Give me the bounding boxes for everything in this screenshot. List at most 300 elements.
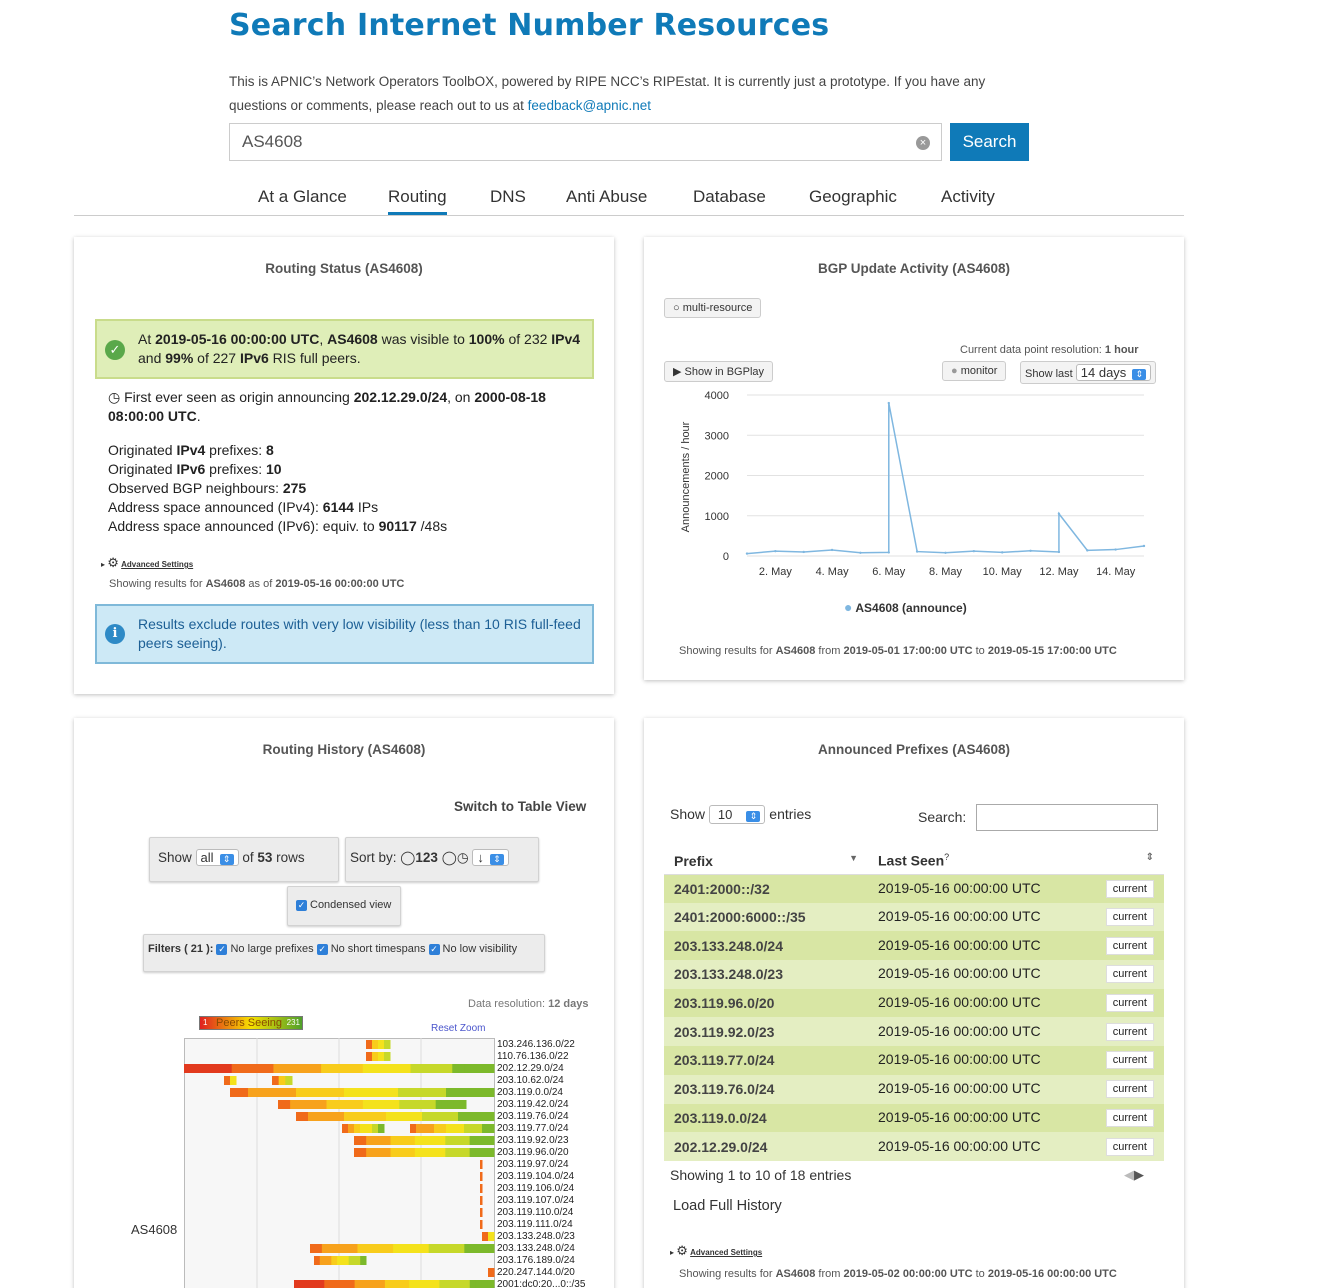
history-bar-segment [337, 1256, 343, 1265]
history-bar-segment [409, 1148, 416, 1157]
history-bar-segment [482, 1148, 489, 1157]
history-bar-segment [417, 1100, 424, 1109]
intro-text: This is APNIC’s Network Operators ToolbOX, powered by RIPE NCC’s RIPEstat. It is currently just a prototype. If you have any questions or comments, please reach out to us at feedback@apnic.net [229, 74, 986, 113]
history-bar-segment [422, 1064, 428, 1073]
history-bar-segment [427, 1148, 434, 1157]
history-bar-segment [314, 1088, 321, 1097]
select-arrow-icon: ⇕ [490, 854, 504, 865]
history-bar-segment [429, 1244, 435, 1253]
checkbox-icon: ✓ [318, 943, 326, 954]
status-badge: current [1106, 1109, 1154, 1127]
last-seen-value: 2019-05-16 00:00:00 UTC [878, 1080, 1041, 1097]
last-seen-value: 2019-05-16 00:00:00 UTC [878, 936, 1041, 953]
history-prefix-label: 203.119.42.0/24 [497, 1099, 569, 1110]
filter-large-prefixes[interactable]: ✓ No large prefixes [218, 943, 314, 955]
history-bar-segment [433, 1148, 440, 1157]
tab-geographic[interactable]: Geographic [809, 187, 897, 206]
history-bar-segment [296, 1088, 303, 1097]
table-row [664, 1046, 1164, 1075]
history-bar-segment [476, 1148, 483, 1157]
history-bar-segment [373, 1280, 380, 1288]
stat-ipv6-space: Address space announced (IPv6): equiv. to 90117 /48s [108, 518, 448, 534]
table-row [664, 1132, 1164, 1161]
history-bar-segment [310, 1244, 316, 1253]
history-bar-segment [372, 1136, 379, 1145]
history-bar-segment [314, 1100, 321, 1109]
history-bar-segment [314, 1112, 321, 1121]
history-bar-segment [470, 1124, 477, 1133]
x-tick-label: 6. May [872, 566, 906, 578]
sort-control: Sort by: ◯123 ◯◷ ↓ ⇕ [345, 837, 539, 882]
history-bar-segment [404, 1088, 411, 1097]
status-badge: current [1106, 994, 1154, 1012]
status-badge: current [1106, 1051, 1154, 1069]
prefix-cell[interactable]: 203.133.248.0/24 [664, 931, 868, 960]
history-bar-segment [349, 1280, 356, 1288]
table-search-input[interactable] [976, 804, 1158, 831]
history-bar-segment [440, 1124, 447, 1133]
prefix-cell[interactable]: 203.133.248.0/23 [664, 960, 868, 989]
history-bar-segment [368, 1088, 375, 1097]
status-badge: current [1106, 880, 1154, 898]
history-bar-segment [224, 1076, 231, 1085]
history-bar-segment [452, 1064, 458, 1073]
last-seen-cell [868, 931, 1164, 960]
stat-ipv4-space: Address space announced (IPv4): 6144 IPs [108, 499, 379, 515]
routing-history-title: Routing History (AS4608) [262, 742, 426, 757]
last-seen-value: 2019-05-16 00:00:00 UTC [878, 879, 1041, 896]
history-bar-segment [273, 1064, 279, 1073]
history-bar-segment [381, 1244, 387, 1253]
history-bar-segment [342, 1280, 349, 1288]
history-bar-segment [488, 1268, 495, 1277]
table-row [664, 931, 1164, 960]
history-bar-segment [436, 1100, 443, 1109]
history-bar-segment [345, 1064, 351, 1073]
history-bar-segment [375, 1100, 382, 1109]
prefix-cell[interactable]: 203.119.76.0/24 [664, 1075, 868, 1104]
history-bar-segment [291, 1064, 297, 1073]
prev-page-icon[interactable]: ◀ [1124, 1167, 1134, 1182]
history-bar-segment [244, 1064, 250, 1073]
history-bar-segment [272, 1088, 279, 1097]
history-bar-segment [399, 1100, 406, 1109]
history-bar-segment [391, 1136, 398, 1145]
select-arrow-icon: ⇕ [220, 854, 234, 865]
history-bar-segment [391, 1148, 398, 1157]
history-bar-segment [411, 1100, 418, 1109]
data-point [916, 550, 918, 552]
history-bar-segment [470, 1136, 477, 1145]
clear-icon[interactable]: × [916, 136, 930, 150]
history-bar-segment [464, 1064, 470, 1073]
history-bar-segment [284, 1100, 291, 1109]
history-bar-segment [464, 1148, 471, 1157]
history-bar-segment [354, 1148, 361, 1157]
history-bar-segment [440, 1112, 447, 1121]
x-tick-label: 2. May [758, 566, 792, 578]
history-bar-segment [441, 1244, 447, 1253]
history-bar-segment [415, 1148, 422, 1157]
history-bar-segment [428, 1124, 435, 1133]
prefix-cell[interactable]: 203.119.92.0/23 [664, 1017, 868, 1046]
history-bar-segment [488, 1244, 494, 1253]
history-prefix-label: 203.119.97.0/24 [497, 1159, 569, 1170]
history-bar-segment [397, 1136, 404, 1145]
history-bar-segment [409, 1136, 416, 1145]
history-bar-segment [333, 1100, 340, 1109]
history-bar-segment [488, 1280, 495, 1288]
history-bar-segment [422, 1112, 429, 1121]
history-bar-segment [378, 1124, 385, 1133]
history-prefix-label: 110.76.136.0/22 [497, 1051, 569, 1062]
history-bar-segment [445, 1148, 452, 1157]
col-last-seen[interactable]: Last Seen? ⇕ [868, 848, 1164, 874]
history-bar-segment [360, 1256, 366, 1265]
history-bar-segment [476, 1244, 482, 1253]
advanced-settings-toggle[interactable]: ▸ ⚙ Advanced Settings [101, 555, 194, 570]
history-bar-segment [348, 1124, 355, 1133]
history-prefix-label: 220.247.144.0/20 [497, 1267, 575, 1278]
history-bar-segment [452, 1280, 459, 1288]
history-bar-segment [398, 1088, 405, 1097]
history-bar-segment [405, 1244, 411, 1253]
history-bar-segment [405, 1064, 411, 1073]
history-bar-segment [482, 1088, 489, 1097]
history-bar-segment [398, 1112, 405, 1121]
show-last-select[interactable]: 14 days ⇕ [1076, 364, 1152, 381]
history-bar-segment [393, 1244, 399, 1253]
show-last-control: Show last 14 days ⇕ [1020, 361, 1156, 384]
history-bar-segment [488, 1232, 495, 1241]
history-bar-segment [434, 1112, 441, 1121]
history-bar-segment [452, 1112, 459, 1121]
history-bar-segment [302, 1088, 309, 1097]
history-bar-segment [266, 1088, 273, 1097]
history-bar-segment [446, 1124, 453, 1133]
history-bar-segment [279, 1064, 285, 1073]
history-bar-segment [403, 1148, 410, 1157]
table-row [664, 874, 1164, 903]
history-bar-segment [314, 1256, 320, 1265]
rows-select[interactable]: all ⇕ [196, 849, 239, 866]
history-prefix-label: 202.12.29.0/24 [497, 1063, 564, 1074]
load-full-history-link[interactable]: Load Full History [673, 1198, 782, 1214]
history-bar-segment [363, 1100, 370, 1109]
routing-status-showing: Showing results for AS4608 as of 2019-05-16 00:00:00 UTC [109, 578, 405, 590]
last-seen-cell [868, 903, 1164, 932]
history-bar-segment [328, 1244, 334, 1253]
history-bar-segment [320, 1088, 327, 1097]
show-bgplay-button[interactable]: ▶ Show in BGPlay [664, 361, 773, 382]
switch-table-view-link[interactable]: Switch to Table View [454, 799, 587, 814]
prefix-cell[interactable]: 2401:2000:6000::/35 [664, 903, 868, 932]
search-button[interactable]: Search [950, 123, 1029, 161]
last-seen-value: 2019-05-16 00:00:00 UTC [878, 1022, 1041, 1039]
entries-select[interactable]: 10 ⇕ [709, 805, 765, 824]
y-tick-label: 4000 [704, 390, 729, 402]
history-bar-segment [352, 1244, 358, 1253]
tab-activity[interactable]: Activity [941, 187, 995, 206]
history-bar-segment [302, 1112, 309, 1121]
history-bar-segment [297, 1064, 303, 1073]
history-bar-segment [409, 1280, 416, 1288]
history-bar-segment [446, 1088, 453, 1097]
history-bar-segment [464, 1280, 471, 1288]
clock-icon: ◷ [456, 850, 469, 865]
tab-database[interactable]: Database [693, 187, 766, 206]
history-bar-segment [433, 1136, 440, 1145]
x-tick-label: 4. May [815, 566, 849, 578]
history-bar-segment [372, 1052, 379, 1061]
routing-status-title: Routing Status (AS4608) [265, 261, 423, 276]
status-badge: current [1106, 1023, 1154, 1041]
history-bar-segment [326, 1112, 333, 1121]
history-bar-segment [421, 1136, 428, 1145]
y-tick-label: 1000 [704, 510, 729, 523]
prefix-cell[interactable]: 203.119.0.0/24 [664, 1104, 868, 1133]
history-bar-segment [387, 1100, 394, 1109]
prefix-cell[interactable]: 2401:2000::/32 [664, 874, 868, 903]
tab-anti-abuse[interactable]: Anti Abuse [566, 187, 648, 206]
history-bar-segment [330, 1280, 337, 1288]
filter-short-timespans[interactable]: ✓ No short timespans [318, 943, 426, 955]
history-bar-segment [480, 1196, 483, 1205]
gear-icon: ⚙ [676, 1243, 688, 1258]
history-bar-segment [488, 1064, 494, 1073]
info-box [95, 604, 594, 664]
x-tick-label: 8. May [928, 566, 963, 578]
showing-entries: Showing 1 to 10 of 18 entries [670, 1167, 852, 1183]
history-bar-segment [470, 1088, 477, 1097]
history-bar-segment [434, 1088, 441, 1097]
history-bar-segment [470, 1244, 476, 1253]
history-bar-segment [354, 1136, 361, 1145]
col-prefix[interactable]: Prefix ▼ [664, 848, 868, 874]
bgp-activity-title: BGP Update Activity (AS4608) [817, 261, 1011, 276]
history-bar-segment [366, 1136, 373, 1145]
last-seen-cell [868, 960, 1164, 989]
history-bar-segment [322, 1244, 328, 1253]
history-bar-segment [440, 1064, 446, 1073]
history-bar-segment [326, 1256, 332, 1265]
multi-resource-button[interactable]: ○ multi-resource [664, 298, 761, 318]
history-bar-segment [476, 1064, 482, 1073]
condensed-view-toggle[interactable]: ✓ Condensed view [287, 886, 401, 926]
circle-icon: ○ [673, 302, 680, 314]
history-bar-segment [327, 1100, 334, 1109]
radio-time[interactable]: ◯ [441, 850, 457, 865]
search-input[interactable] [230, 124, 890, 160]
y-axis-label: Announcements / hour [680, 421, 692, 533]
routing-status-panel [74, 237, 614, 694]
history-prefix-label: 2001:dc0:20...0::/35 [497, 1279, 586, 1288]
history-bar-segment [366, 1040, 373, 1049]
gear-icon: ⚙ [107, 555, 119, 570]
history-bar-segment [285, 1076, 292, 1085]
history-bar-segment [410, 1124, 417, 1133]
data-resolution: Data resolution: 12 days [468, 998, 589, 1010]
history-prefix-label: 203.133.248.0/24 [497, 1243, 575, 1254]
prefix-cell[interactable]: 203.119.77.0/24 [664, 1046, 868, 1075]
history-bar-segment [357, 1244, 363, 1253]
history-bar-segment [457, 1148, 464, 1157]
history-bar-segment [354, 1124, 361, 1133]
history-bar-segment [427, 1136, 434, 1145]
history-bar-segment [284, 1088, 291, 1097]
data-point [1029, 550, 1031, 552]
history-bar-segment [392, 1088, 399, 1097]
table-row [664, 989, 1164, 1018]
history-bar-segment [448, 1100, 455, 1109]
search-label: Search: [918, 809, 967, 825]
history-bar-segment [378, 1148, 385, 1157]
tab-bar [74, 180, 1184, 216]
history-prefix-label: 203.119.0.0/24 [497, 1087, 563, 1098]
history-bar-segment [350, 1112, 357, 1121]
history-bar-segment [238, 1064, 244, 1073]
history-bar-segment [267, 1064, 273, 1073]
table-row [664, 1104, 1164, 1133]
history-prefix-label: 203.119.92.0/23 [497, 1135, 569, 1146]
status-badge: current [1106, 1080, 1154, 1098]
history-bar-segment [332, 1088, 339, 1097]
history-bar-segment [447, 1244, 453, 1253]
history-bar-segment [424, 1100, 431, 1109]
play-icon: ▶ [673, 366, 682, 378]
history-bar-segment [308, 1088, 315, 1097]
history-prefix-label: 203.119.107.0/24 [497, 1195, 575, 1206]
radio-123[interactable]: ◯ [400, 850, 416, 865]
history-prefix-label: 203.133.248.0/23 [497, 1231, 575, 1242]
pagination [1124, 1167, 1144, 1183]
history-bar-segment [380, 1112, 387, 1121]
y-tick-label: 0 [722, 551, 729, 563]
first-seen-text: ◷ First ever seen as origin announcing 202.12.29.0/24, on 2000-08-18 08:00:00 UTC. [108, 389, 546, 424]
history-bar-segment [220, 1064, 226, 1073]
checkbox-icon: ✓ [218, 943, 226, 954]
history-bar-segment [344, 1112, 351, 1121]
history-bar-segment [378, 1052, 385, 1061]
history-bar-segment [336, 1280, 343, 1288]
history-bar-segment [256, 1064, 262, 1073]
history-bar-segment [242, 1088, 249, 1097]
history-bar-segment [415, 1136, 422, 1145]
prefix-cell[interactable]: 203.119.96.0/20 [664, 989, 868, 1018]
data-point [1001, 551, 1003, 553]
history-bar-segment [338, 1112, 345, 1121]
tab-dns[interactable]: DNS [490, 187, 526, 206]
next-page-icon[interactable]: ▶ [1134, 1167, 1144, 1182]
chart-legend[interactable]: ● AS4608 (announce) [844, 599, 967, 615]
history-bar-segment [357, 1064, 363, 1073]
feedback-email-link[interactable]: feedback@apnic.net [527, 98, 651, 113]
history-bar-segment [208, 1064, 214, 1073]
filter-low-visibility[interactable]: ✓ No low visibility [430, 943, 518, 955]
dot-icon: ● [951, 365, 958, 377]
history-bar-segment [476, 1124, 483, 1133]
series-line [747, 403, 1144, 554]
history-bar-segment [324, 1280, 331, 1288]
tab-routing[interactable]: Routing [388, 187, 447, 215]
history-bar-segment [340, 1244, 346, 1253]
history-bar-segment [315, 1064, 321, 1073]
history-bar-segment [294, 1280, 301, 1288]
info-icon: i [105, 624, 125, 644]
history-bar-segment [476, 1280, 483, 1288]
advanced-settings-toggle[interactable]: ▸ ⚙ Advanced Settings [670, 1243, 763, 1258]
history-bar-segment [435, 1244, 441, 1253]
history-bar-segment [482, 1244, 488, 1253]
history-bar-segment [387, 1064, 393, 1073]
history-bar-segment [374, 1112, 381, 1121]
history-bar-segment [403, 1136, 410, 1145]
prefix-cell[interactable]: 202.12.29.0/24 [664, 1132, 868, 1161]
history-bar-segment [422, 1124, 429, 1133]
status-badge: current [1106, 937, 1154, 955]
table-row [664, 960, 1164, 989]
routing-stats [108, 441, 447, 536]
bgp-activity-chart [668, 385, 1168, 585]
history-bar-segment [230, 1076, 237, 1085]
history-bar-segment [360, 1124, 367, 1133]
history-bar-segment [272, 1076, 279, 1085]
history-bar-segment [361, 1280, 368, 1288]
history-bar-segment [366, 1052, 373, 1061]
triangle-right-icon: ▸ [670, 1248, 675, 1257]
history-bar-segment [369, 1100, 376, 1109]
history-bar-segment [368, 1112, 375, 1121]
data-point [1086, 549, 1088, 551]
history-bar-segment [384, 1052, 391, 1061]
data-point [888, 402, 890, 404]
history-bar-segment [452, 1124, 459, 1133]
filters-bar: Filters ( 21 ): ✓ No large prefixes ✓ No short timespans ✓ No low visibility [143, 934, 545, 972]
history-bar-segment [260, 1088, 267, 1097]
history-bar-segment [480, 1208, 483, 1217]
history-bar-segment [369, 1064, 375, 1073]
history-bar-segment [458, 1112, 465, 1121]
history-prefix-label: 203.176.189.0/24 [497, 1255, 575, 1266]
status-badge: current [1106, 965, 1154, 983]
history-bar-segment [300, 1280, 307, 1288]
y-tick-label: 2000 [704, 470, 729, 483]
history-bar-segment [332, 1112, 339, 1121]
history-bar-segment [421, 1280, 428, 1288]
history-bar-segment [334, 1244, 340, 1253]
history-bar-segment [430, 1100, 437, 1109]
sort-direction-select[interactable]: ↓ ⇕ [472, 849, 509, 866]
history-bar-segment [452, 1244, 458, 1253]
history-bar-segment [381, 1100, 388, 1109]
history-bar-segment [416, 1112, 423, 1121]
data-point [1143, 545, 1145, 547]
history-bar-segment [363, 1064, 369, 1073]
history-bar-segment [482, 1232, 489, 1241]
reset-zoom-button[interactable]: Reset Zoom [431, 1023, 486, 1034]
tab-at-a-glance[interactable]: At a Glance [258, 187, 347, 206]
last-seen-value: 2019-05-16 00:00:00 UTC [878, 965, 1041, 982]
history-bar-segment [440, 1088, 447, 1097]
last-seen-value: 2019-05-16 00:00:00 UTC [878, 1137, 1041, 1154]
history-bar-segment [482, 1136, 489, 1145]
history-bar-segment [184, 1064, 190, 1073]
history-bar-segment [360, 1148, 367, 1157]
history-bar-segment [480, 1160, 483, 1169]
history-bar-segment [254, 1088, 261, 1097]
monitor-button[interactable]: ● monitor [942, 361, 1006, 381]
history-bar-segment [488, 1124, 495, 1133]
